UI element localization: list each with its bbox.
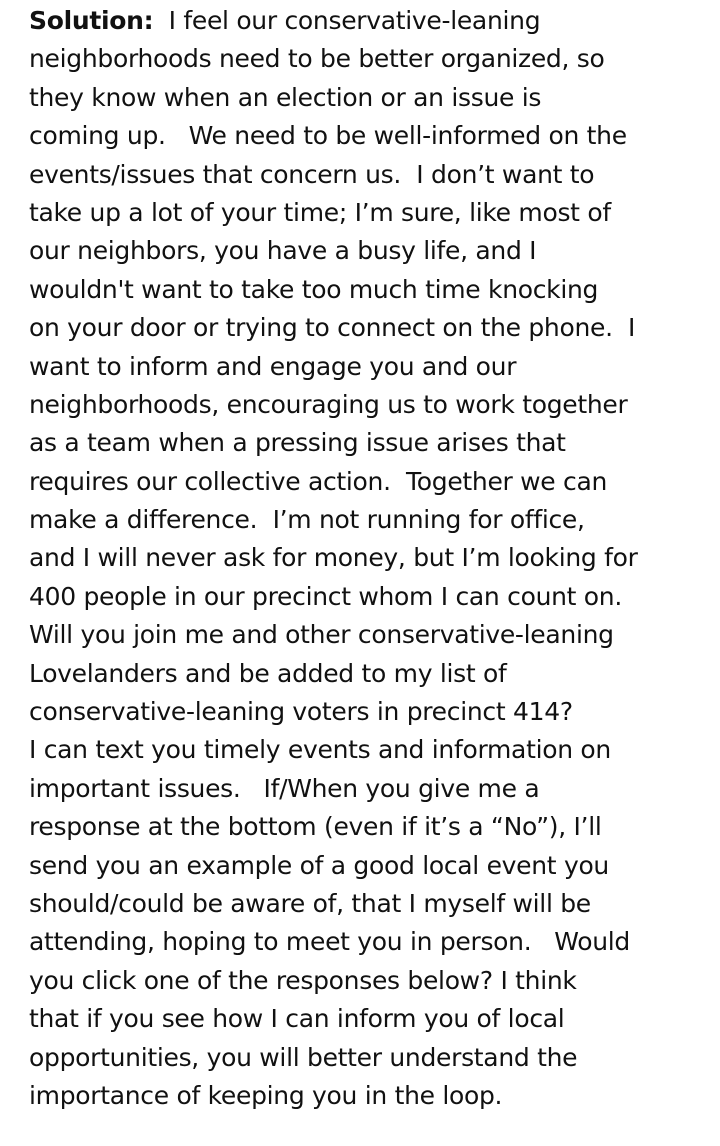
text-line: opportunities, you will better understand the bbox=[29, 1042, 578, 1072]
text-line: neighborhoods, encouraging us to work together bbox=[29, 389, 628, 419]
text-line: our neighbors, you have a busy life, and I bbox=[29, 236, 537, 266]
text-line: make a difference. I’m not running for office, bbox=[29, 505, 585, 535]
text-line: want to inform and engage you and our bbox=[29, 351, 517, 381]
text-line: should/could be aware of, that I myself will be bbox=[29, 888, 591, 918]
text-line: I can text you timely events and information on bbox=[29, 735, 611, 765]
text-line: Lovelanders and be added to my list of bbox=[29, 658, 507, 688]
text-line: attending, hoping to meet you in person. Would bbox=[29, 927, 631, 957]
text-line: on your door or trying to connect on the phone. I bbox=[29, 313, 636, 343]
text-line: response at the bottom (even if it’s a “No”), I’ll bbox=[29, 812, 602, 842]
solution-label: Solution: bbox=[29, 6, 154, 35]
text-line: important issues. If/When you give me a bbox=[29, 773, 540, 803]
text-line: wouldn't want to take too much time knocking bbox=[29, 274, 599, 304]
text-line: importance of keeping you in the loop. bbox=[29, 1080, 503, 1110]
text-line: coming up. We need to be well-informed on the bbox=[29, 121, 627, 151]
text-line: take up a lot of your time; I’m sure, like most of bbox=[29, 197, 611, 227]
text-line: you click one of the responses below? I think bbox=[29, 965, 577, 995]
text-line: 400 people in our precinct whom I can count on. bbox=[29, 581, 622, 611]
text-line: Will you join me and other conservative-leaning bbox=[29, 620, 614, 650]
text-line: requires our collective action. Together we can bbox=[29, 466, 608, 496]
text-line: as a team when a pressing issue arises that bbox=[29, 428, 566, 458]
text-line: neighborhoods need to be better organized, so bbox=[29, 44, 605, 74]
text-line: events/issues that concern us. I don’t want to bbox=[29, 159, 595, 189]
text-line: send you an example of a good local event you bbox=[29, 850, 609, 880]
text-line-segment: I feel our conservative-leaning bbox=[153, 6, 541, 35]
solution-text-block bbox=[29, 2, 709, 1115]
text-line bbox=[29, 2, 709, 40]
text-line: conservative-leaning voters in precinct 414? bbox=[29, 697, 573, 727]
text-line: and I will never ask for money, but I’m looking for bbox=[29, 543, 638, 573]
text-line: that if you see how I can inform you of local bbox=[29, 1004, 565, 1034]
text-line: they know when an election or an issue is bbox=[29, 82, 542, 112]
